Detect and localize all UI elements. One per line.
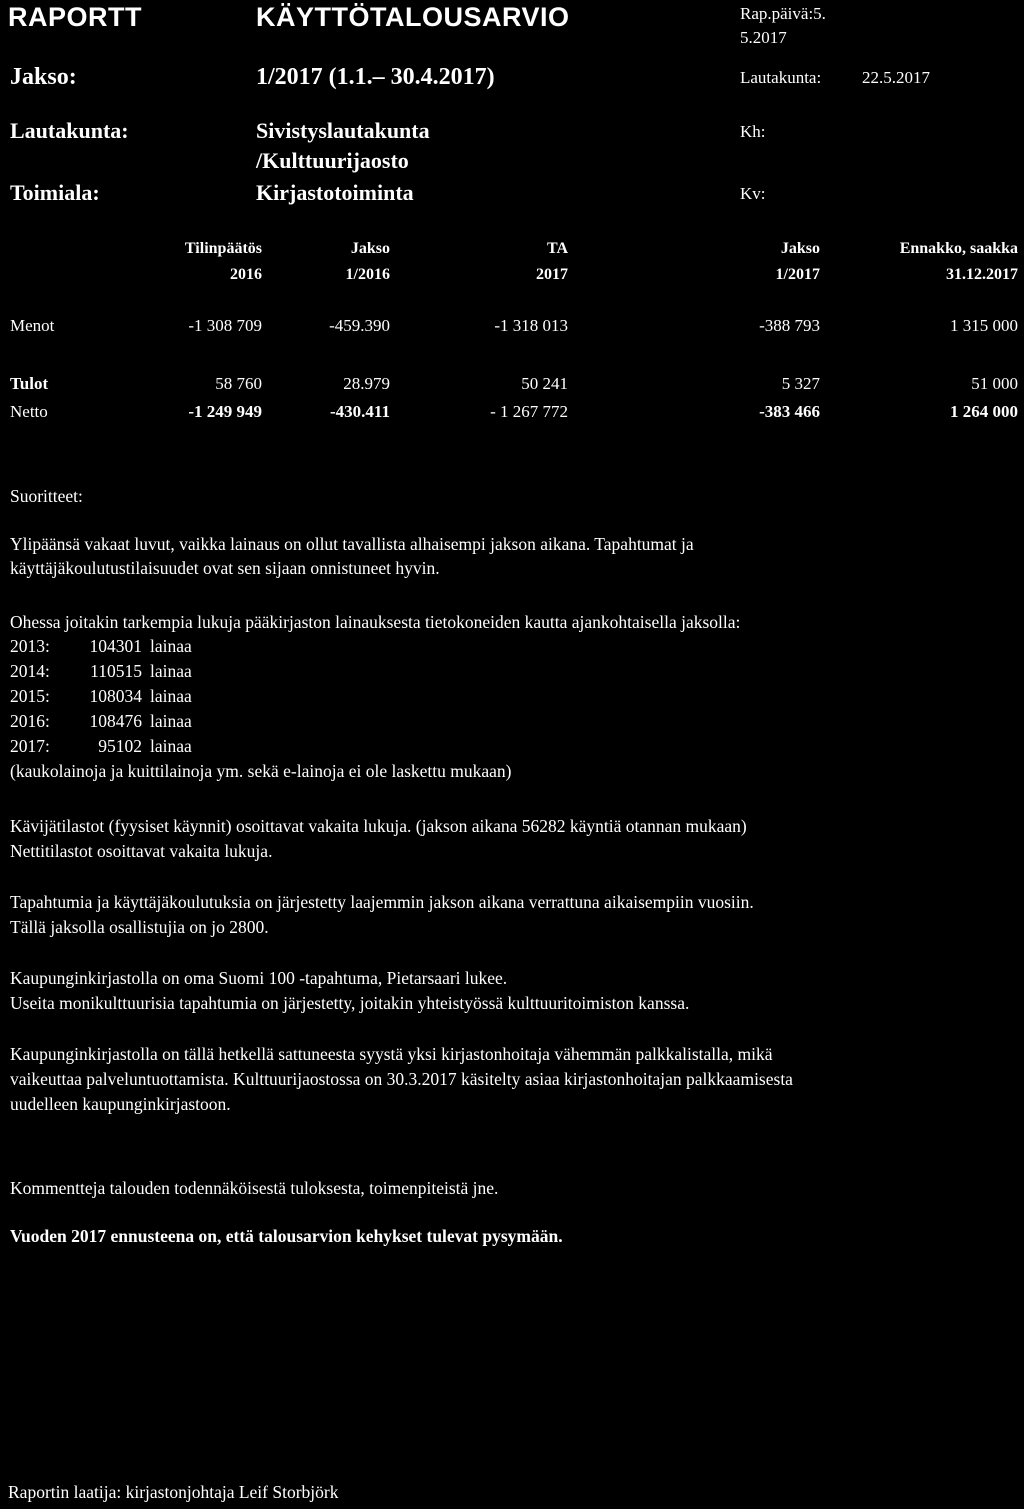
col-header-ennakko-date: 31.12.2017 bbox=[946, 266, 1018, 283]
col-header-tilinpaatos-year: 2016 bbox=[230, 266, 262, 283]
paragraph-line: vaikeuttaa palveluntuottamista. Kulttuurijaostossa on 30.3.2017 käsitelty asiaa kirjastonhoitajan palkkaamisesta bbox=[10, 1069, 793, 1089]
lautakunta-date-value: 22.5.2017 bbox=[862, 68, 930, 87]
paragraph-line: uudelleen kaupunginkirjastoon. bbox=[10, 1094, 231, 1114]
report-date-line1: Rap.päivä:5. bbox=[740, 4, 826, 23]
paragraph-line: (kaukolainoja ja kuittilainoja ym. sekä e-lainoja ei ole laskettu mukaan) bbox=[10, 761, 512, 781]
row-label-tulot: Tulot bbox=[10, 374, 49, 393]
paragraph-line: Kaupunginkirjastolla on oma Suomi 100 -tapahtuma, Pietarsaari lukee. bbox=[10, 968, 508, 988]
col-header-ennakko: Ennakko, saakka bbox=[899, 240, 1018, 257]
col-header-jakso-2016: Jakso bbox=[350, 240, 390, 257]
list-item: 2013: bbox=[10, 636, 50, 656]
lautakunta-date-label: Lautakunta: bbox=[740, 68, 822, 87]
col-header-tilinpaatos: Tilinpäätös bbox=[184, 240, 262, 257]
report-date-line2: 5.2017 bbox=[740, 28, 787, 47]
list-item-unit: lainaa bbox=[150, 636, 192, 656]
col-header-jakso-2016-period: 1/2016 bbox=[345, 266, 390, 283]
lautakunta-value-line2: /Kulttuurijaosto bbox=[256, 148, 409, 173]
report-author: Raportin laatija: kirjastonjohtaja Leif Storbjörk bbox=[8, 1482, 339, 1502]
col-header-jakso-2017: Jakso bbox=[780, 240, 820, 257]
table-cell: 1 315 000 bbox=[950, 316, 1018, 335]
report-label: RAPORTT bbox=[8, 2, 142, 32]
table-cell: 58 760 bbox=[215, 374, 262, 393]
list-item: 2017: bbox=[10, 736, 50, 756]
table-cell: -1 308 709 bbox=[188, 316, 262, 335]
table-cell: -459.390 bbox=[329, 316, 390, 335]
paragraph-line: käyttäjäkoulutustilaisuudet ovat sen sijaan onnistuneet hyvin. bbox=[10, 558, 440, 578]
paragraph-line: Kaupunginkirjastolla on tällä hetkellä sattuneesta syystä yksi kirjastonhoitaja vähemmän palkkalistalla, mikä bbox=[10, 1044, 773, 1064]
list-item-unit: lainaa bbox=[150, 711, 192, 731]
lautakunta-value-line1: Sivistyslautakunta bbox=[256, 118, 430, 143]
table-cell: 28.979 bbox=[343, 374, 390, 393]
list-item-value: 104301 bbox=[89, 636, 142, 656]
col-header-ta: TA bbox=[546, 240, 568, 257]
list-item-value: 108476 bbox=[89, 711, 142, 731]
list-item: 2016: bbox=[10, 711, 50, 731]
col-header-ta-year: 2017 bbox=[536, 266, 568, 283]
toimiala-label: Toimiala: bbox=[10, 180, 100, 205]
paragraph-line: Nettitilastot osoittavat vakaita lukuja. bbox=[10, 841, 273, 861]
list-item-unit: lainaa bbox=[150, 686, 192, 706]
table-cell: 50 241 bbox=[521, 374, 568, 393]
paragraph-line: Tapahtumia ja käyttäjäkoulutuksia on järjestetty laajemmin jakson aikana verrattuna aikaisempiin vuosiin. bbox=[10, 892, 754, 912]
forecast-statement: Vuoden 2017 ennusteena on, että talousarvion kehykset tulevat pysymään. bbox=[10, 1226, 563, 1246]
lautakunta-label: Lautakunta: bbox=[10, 118, 129, 143]
row-label-netto: Netto bbox=[10, 402, 48, 421]
list-item-value: 110515 bbox=[90, 661, 142, 681]
suoritteet-label: Suoritteet: bbox=[10, 486, 83, 506]
kh-label: Kh: bbox=[740, 122, 766, 141]
table-cell: -383 466 bbox=[759, 402, 820, 421]
row-label-menot: Menot bbox=[10, 316, 55, 335]
jakso-value: 1/2017 (1.1.– 30.4.2017) bbox=[256, 64, 495, 90]
jakso-label: Jakso: bbox=[10, 64, 77, 90]
table-cell: - 1 267 772 bbox=[490, 402, 568, 421]
paragraph-line: Useita monikulttuurisia tapahtumia on järjestetty, joitakin yhteistyössä kulttuuritoimiston kanssa. bbox=[10, 993, 690, 1013]
list-item-unit: lainaa bbox=[150, 736, 192, 756]
report-title: KÄYTTÖTALOUSARVIO bbox=[256, 2, 570, 32]
list-item: 2014: bbox=[10, 661, 50, 681]
list-item-unit: lainaa bbox=[150, 661, 192, 681]
table-cell: -388 793 bbox=[759, 316, 820, 335]
paragraph-line: Ylipäänsä vakaat luvut, vaikka lainaus on ollut tavallista alhaisempi jakson aikana. Tapahtumat ja bbox=[10, 534, 694, 554]
toimiala-value: Kirjastotoiminta bbox=[256, 180, 414, 205]
list-item-value: 95102 bbox=[98, 736, 142, 756]
paragraph-line: Tällä jaksolla osallistujia on jo 2800. bbox=[10, 917, 269, 937]
table-cell: -1 318 013 bbox=[494, 316, 568, 335]
table-cell: 51 000 bbox=[971, 374, 1018, 393]
list-item: 2015: bbox=[10, 686, 50, 706]
kv-label: Kv: bbox=[740, 184, 766, 203]
table-cell: -430.411 bbox=[330, 402, 390, 421]
paragraph-line: Kävijätilastot (fyysiset käynnit) osoittavat vakaita lukuja. (jakson aikana 56282 käyntiä otannan mukaan) bbox=[10, 816, 747, 836]
table-cell: -1 249 949 bbox=[188, 402, 262, 421]
list-item-value: 108034 bbox=[89, 686, 142, 706]
table-cell: 5 327 bbox=[781, 374, 820, 393]
comments-label: Kommentteja talouden todennäköisestä tuloksesta, toimenpiteistä jne. bbox=[10, 1178, 499, 1198]
table-cell: 1 264 000 bbox=[950, 402, 1018, 421]
col-header-jakso-2017-period: 1/2017 bbox=[775, 266, 820, 283]
paragraph-line: Ohessa joitakin tarkempia lukuja pääkirjaston lainauksesta tietokoneiden kautta ajankohtaisella jaksolla: bbox=[10, 612, 741, 632]
